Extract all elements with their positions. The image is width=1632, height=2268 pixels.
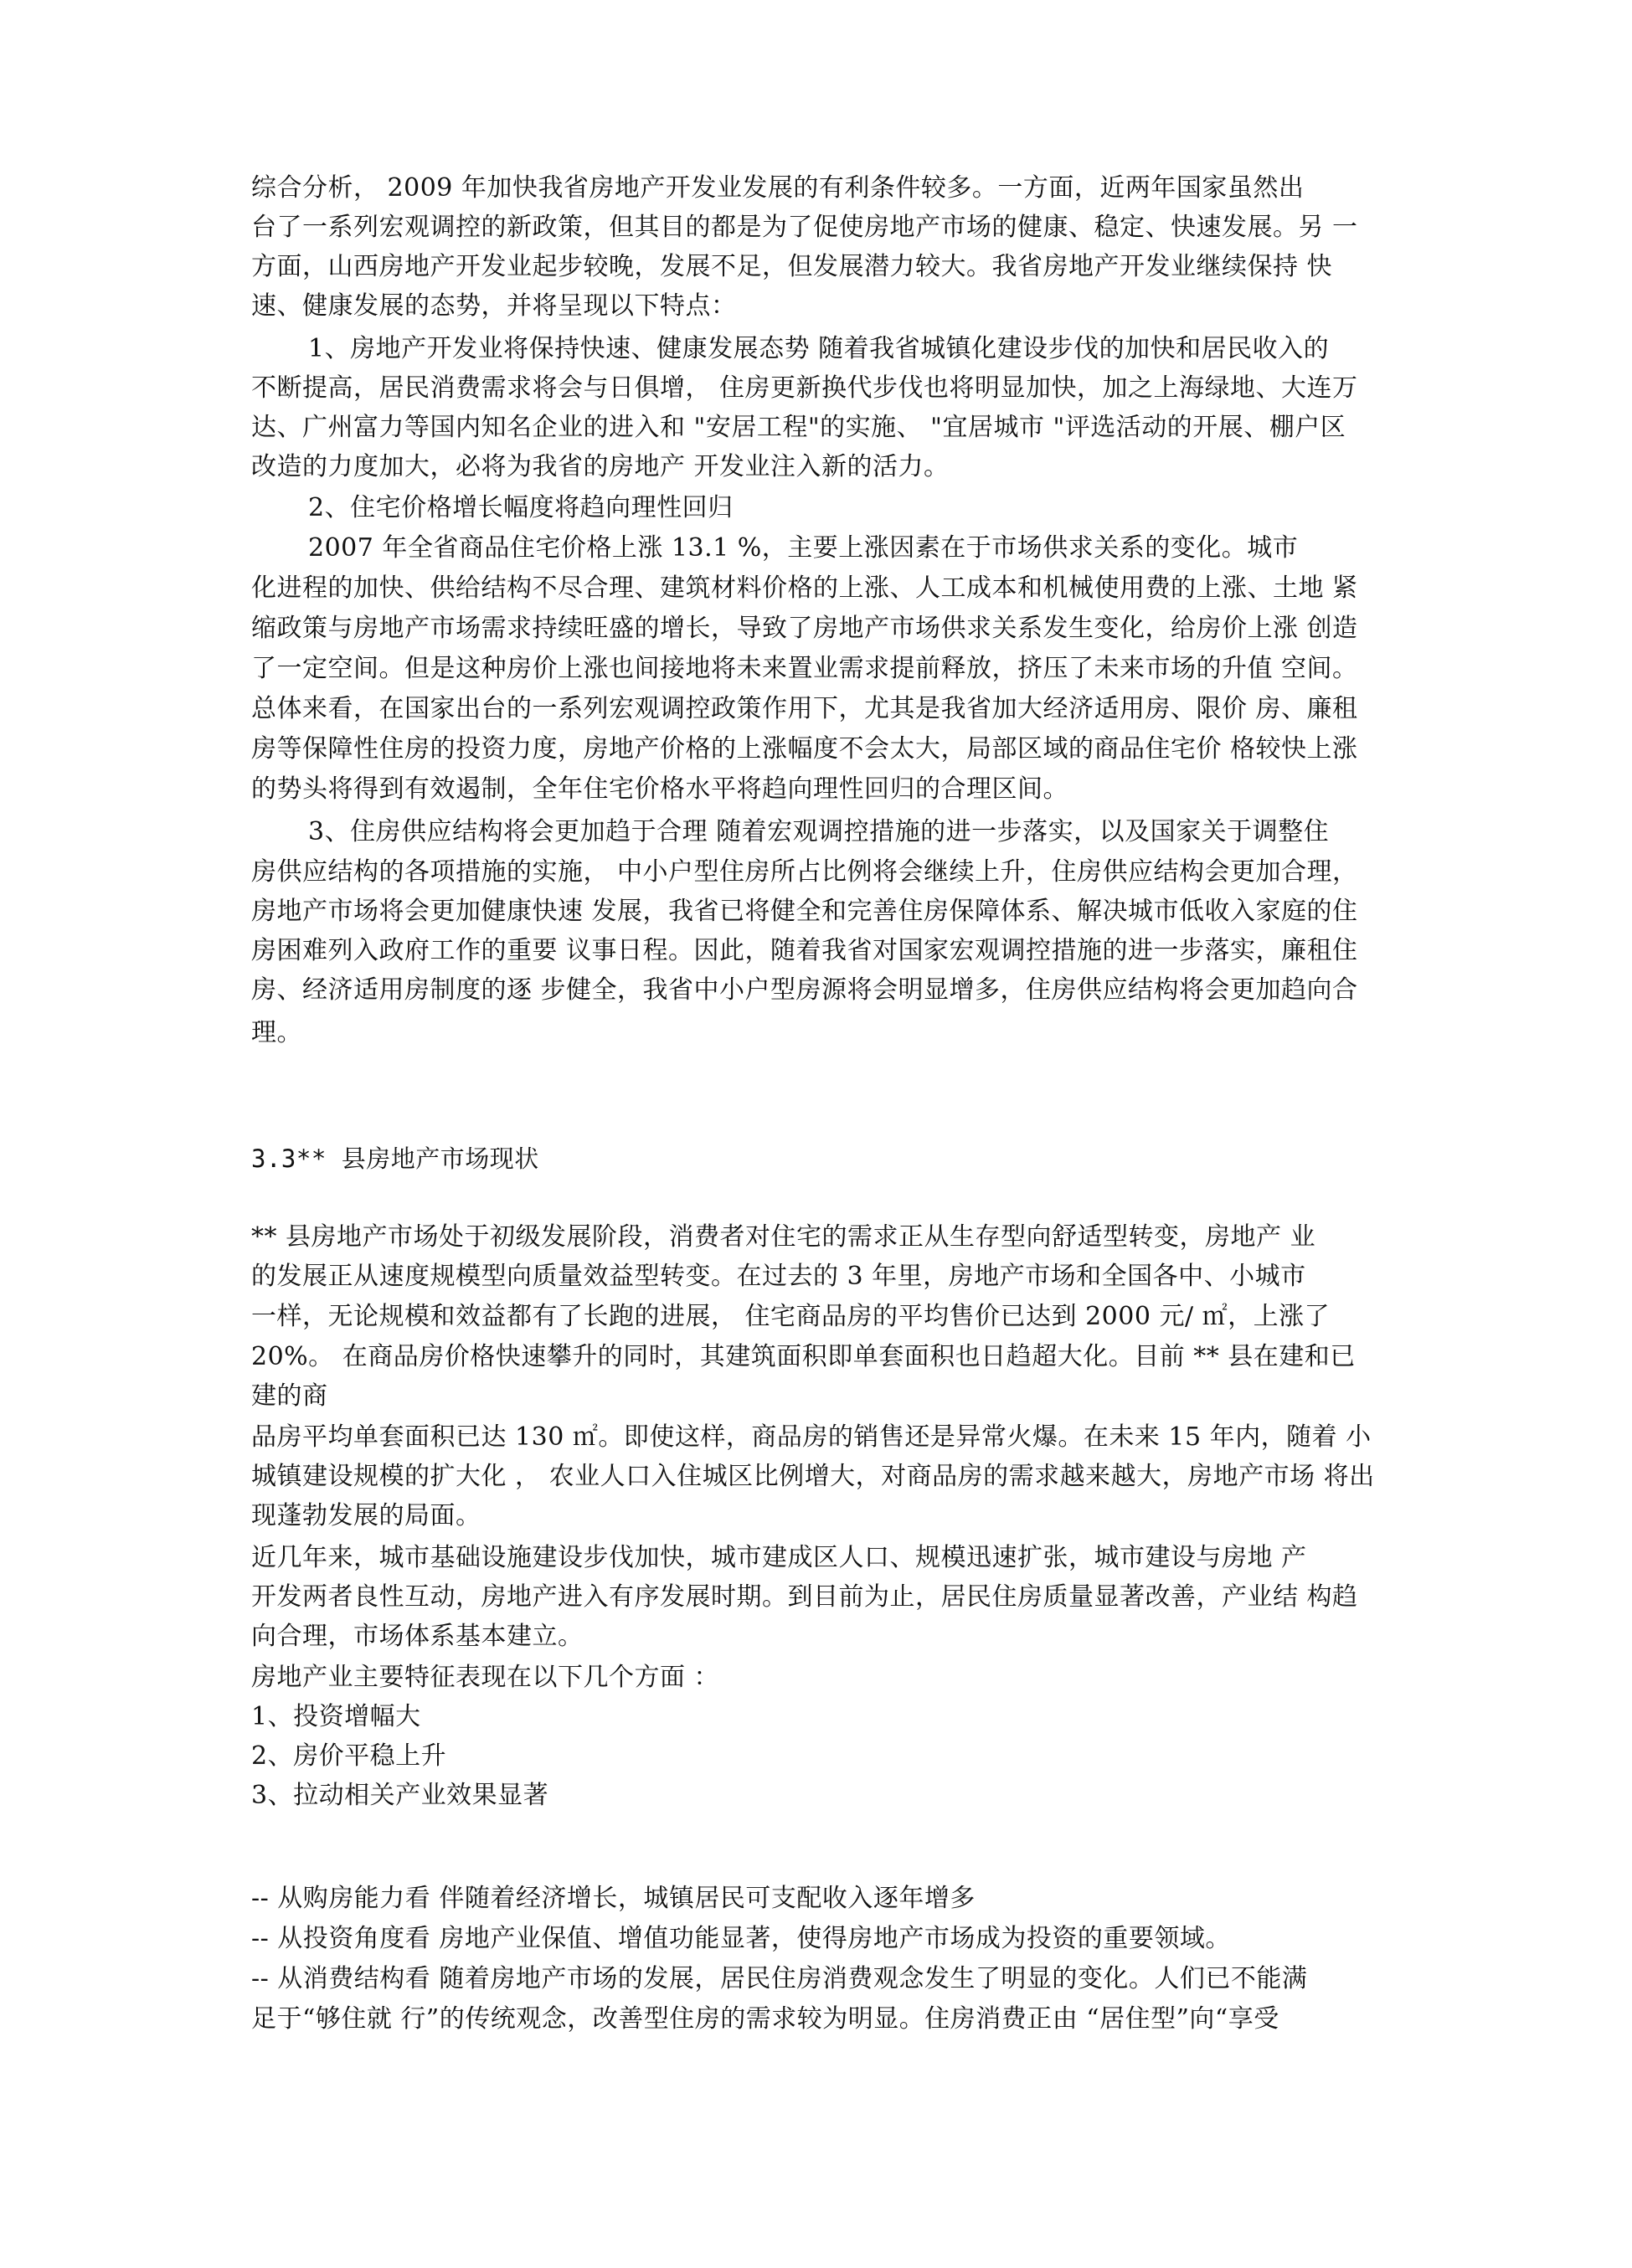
text-line: 1、房地产开发业将保持快速、健康发展态势 随着我省城镇化建设步伐的加快和居民收入的	[308, 334, 1330, 363]
text-line: 品房平均单套面积已达 130 ㎡。即使这样，商品房的销售还是异常火爆。在未来 15 年内，随着 小	[251, 1422, 1372, 1452]
section-heading: 3.3** 县房地产市场现状	[251, 1144, 539, 1173]
text-line: 建的商	[251, 1381, 328, 1411]
text-line: 房地产业主要特征表现在以下几个方面 ：	[251, 1663, 720, 1692]
text-line: 缩政策与房地产市场需求持续旺盛的增长，导致了房地产市场供求关系发生变化，给房价上涨 创造	[251, 614, 1358, 643]
text-line: 足于“够住就 行”的传统观念，改善型住房的需求较为明显。住房消费正由 “居住型”向“享受	[251, 2004, 1279, 2034]
text-line: ** 县房地产市场处于初级发展阶段，消费者对住宅的需求正从生存型向舒适型转变，房地产 业	[251, 1222, 1316, 1252]
text-line: 3、住房供应结构将会更加趋于合理 随着宏观调控措施的进一步落实，以及国家关于调整住	[308, 817, 1330, 846]
list-item: 2、房价平稳上升	[251, 1741, 447, 1771]
text-line: 2007 年全省商品住宅价格上涨 13.1 %，主要上涨因素在于市场供求关系的变化。城市	[308, 533, 1299, 563]
text-line: 总体来看，在国家出台的一系列宏观调控政策作用下，尤其是我省加大经济适用房、限价 房、廉租	[251, 694, 1358, 723]
text-line: 房供应结构的各项措施的实施， 中小户型住房所占比例将会继续上升，住房供应结构会更加合理，	[251, 857, 1358, 887]
text-line: 了一定空间。但是这种房价上涨也间接地将未来置业需求提前释放，挤压了未来市场的升值 空间。	[251, 654, 1358, 683]
text-line: 速、健康发展的态势，并将呈现以下特点：	[251, 291, 737, 321]
text-line: 开发两者良性互动，房地产进入有序发展时期。到目前为止，居民住房质量显著改善，产业结 构趋	[251, 1582, 1358, 1612]
text-line: 城镇建设规模的扩大化 ， 农业人口入住城区比例增大，对商品房的需求越来越大，房地产市场 将出	[251, 1462, 1375, 1491]
text-line: 近几年来，城市基础设施建设步伐加快，城市建成区人口、规模迅速扩张，城市建设与房地 产	[251, 1543, 1307, 1572]
text-line: 一样，无论规模和效益都有了长跑的进展， 住宅商品房的平均售价已达到 2000 元/ ㎡，上涨了	[251, 1302, 1331, 1331]
text-line: 20%。 在商品房价格快速攀升的同时，其建筑面积即单套面积也日趋超大化。目前 ** 县在建和已	[251, 1342, 1356, 1371]
text-line: 的势头将得到有效遏制，全年住宅价格水平将趋向理性回归的合理区间。	[251, 774, 1068, 804]
text-line: 房地产市场将会更加健康快速 发展，我省已将健全和完善住房保障体系、解决城市低收入家庭的住	[251, 897, 1358, 926]
text-line: 理。	[251, 1018, 302, 1047]
text-line: 现蓬勃发展的局面。	[251, 1501, 481, 1530]
text-line: 房、经济适用房制度的逐 步健全，我省中小户型房源将会明显增多，住房供应结构将会更加趋向合	[251, 975, 1358, 1005]
text-line: -- 从消费结构看 随着房地产市场的发展，居民住房消费观念发生了明显的变化。人们已不能满	[251, 1964, 1308, 1993]
text-line: 2、住宅价格增长幅度将趋向理性回归	[308, 493, 734, 522]
text-line: 化进程的加快、供给结构不尽合理、建筑材料价格的上涨、人工成本和机械使用费的上涨、土地 紧	[251, 573, 1358, 603]
text-line: 达、广州富力等国内知名企业的进入和 "安居工程"的实施、 "宜居城市 "评选活动的开展、棚户区	[251, 413, 1346, 442]
text-line: 方面，山西房地产开发业起步较晚，发展不足，但发展潜力较大。我省房地产开发业继续保持 快	[251, 252, 1333, 281]
list-item: 3、拉动相关产业效果显著	[251, 1781, 549, 1810]
text-line: 的发展正从速度规模型向质量效益型转变。在过去的 3 年里，房地产市场和全国各中、小城市	[251, 1262, 1306, 1291]
text-line: 台了一系列宏观调控的新政策，但其目的都是为了促使房地产市场的健康、稳定、快速发展。另 一	[251, 213, 1358, 242]
text-line: 改造的力度加大，必将为我省的房地产 开发业注入新的活力。	[251, 452, 950, 481]
text-line: 向合理，市场体系基本建立。	[251, 1622, 584, 1651]
text-line: -- 从投资角度看 房地产业保值、增值功能显著，使得房地产市场成为投资的重要领域。	[251, 1924, 1231, 1953]
text-line: -- 从购房能力看 伴随着经济增长，城镇居民可支配收入逐年增多	[251, 1884, 976, 1913]
list-item: 1、投资增幅大	[251, 1702, 421, 1731]
text-line: 房等保障性住房的投资力度，房地产价格的上涨幅度不会太大，局部区域的商品住宅价 格较快上涨	[251, 734, 1358, 764]
text-line: 不断提高，居民消费需求将会与日俱增， 住房更新换代步伐也将明显加快，加之上海绿地、大连万	[251, 373, 1358, 403]
text-line: 房困难列入政府工作的重要 议事日程。因此，随着我省对国家宏观调控措施的进一步落实，廉租住	[251, 936, 1358, 965]
text-line: 综合分析， 2009 年加快我省房地产开发业发展的有利条件较多。一方面，近两年国家虽然出	[251, 173, 1305, 203]
